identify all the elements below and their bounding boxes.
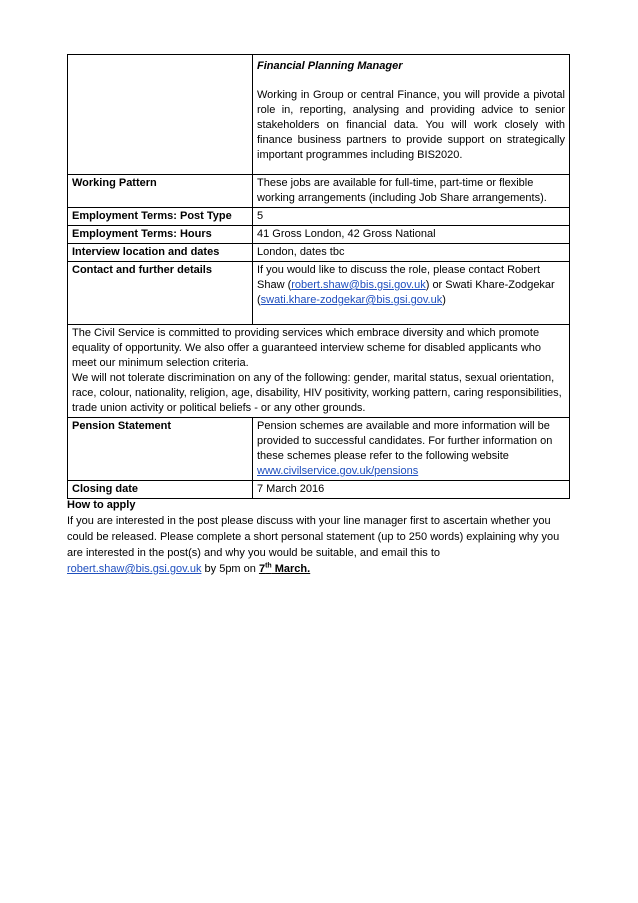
how-to-apply-section <box>67 497 570 577</box>
role-description: Working in Group or central Finance, you will provide a pivotal role in, reporting, analysing and providing advice to senior stakeholders on financial data. You will work closely with finance business partners to provide support on strategically important programmes including BIS2020. <box>257 89 565 161</box>
role-label-cell <box>68 55 253 175</box>
interview-row <box>68 244 570 262</box>
pension-label: Pension Statement <box>68 418 253 481</box>
deadline-text: by 5pm on <box>201 563 259 575</box>
pension-text: Pension schemes are available and more information will be provided to successful candidates. For further information on these schemes please refer to the following website <box>257 420 553 462</box>
hours-label: Employment Terms: Hours <box>68 226 253 244</box>
diversity-statement <box>68 325 570 418</box>
interview-value: London, dates tbc <box>253 244 570 262</box>
contact-text-2: ) or Swati Khare-Zodgekar ( <box>257 279 555 306</box>
deadline-month: March. <box>271 563 311 575</box>
pension-value <box>253 418 570 481</box>
post-type-label: Employment Terms: Post Type <box>68 208 253 226</box>
closing-row <box>68 481 570 499</box>
closing-label: Closing date <box>68 481 253 499</box>
deadline-date <box>259 563 310 575</box>
how-to-apply-heading: How to apply <box>67 499 136 511</box>
contact-email-robert-link[interactable]: robert.shaw@bis.gsi.gov.uk <box>291 279 426 291</box>
post-type-row <box>68 208 570 226</box>
contact-text-3: ) <box>442 294 446 306</box>
role-cell <box>253 55 570 175</box>
apply-email-link[interactable]: robert.shaw@bis.gsi.gov.uk <box>67 563 202 575</box>
hours-value: 41 Gross London, 42 Gross National <box>253 226 570 244</box>
contact-row <box>68 262 570 325</box>
job-details-table <box>67 54 570 499</box>
working-pattern-label: Working Pattern <box>68 175 253 208</box>
diversity-paragraph-2: We will not tolerate discrimination on any of the following: gender, marital status, sexual orientation, race, colour, nationality, religion, age, disability, HIV positivity, working pattern, caring responsibilities, trade union activity or political beliefs - or any other grounds. <box>72 372 562 414</box>
contact-email-swati-link[interactable]: swati.khare-zodgekar@bis.gsi.gov.uk <box>260 294 443 306</box>
diversity-paragraph-1: The Civil Service is committed to providing services which embrace diversity and which promote equality of opportunity. We also offer a guaranteed interview scheme for disabled applicants who meet our minimum selection criteria. <box>72 327 541 369</box>
deadline-day-suffix: th <box>265 562 272 570</box>
hours-row <box>68 226 570 244</box>
working-pattern-row <box>68 175 570 208</box>
working-pattern-value: These jobs are available for full-time, part-time or flexible working arrangements (including Job Share arrangements). <box>253 175 570 208</box>
role-title: Financial Planning Manager <box>257 60 403 72</box>
post-type-value: 5 <box>253 208 570 226</box>
pension-website-link[interactable]: www.civilservice.gov.uk/pensions <box>257 465 419 477</box>
contact-text-1: If you would like to discuss the role, please contact Robert Shaw ( <box>257 264 541 291</box>
closing-value: 7 March 2016 <box>253 481 570 499</box>
contact-label: Contact and further details <box>68 262 253 325</box>
diversity-row <box>68 325 570 418</box>
how-to-apply-body: If you are interested in the post please discuss with your line manager first to ascertain whether you could be released. Please complete a short personal statement (up to 250 words) explaining why you are interested in the post(s) and why you would be suitable, and email this to <box>67 515 560 559</box>
how-to-apply-text <box>67 513 570 577</box>
pension-row <box>68 418 570 481</box>
deadline-day: 7 <box>258 563 266 575</box>
role-row <box>68 55 570 175</box>
interview-label: Interview location and dates <box>68 244 253 262</box>
contact-value <box>253 262 570 325</box>
